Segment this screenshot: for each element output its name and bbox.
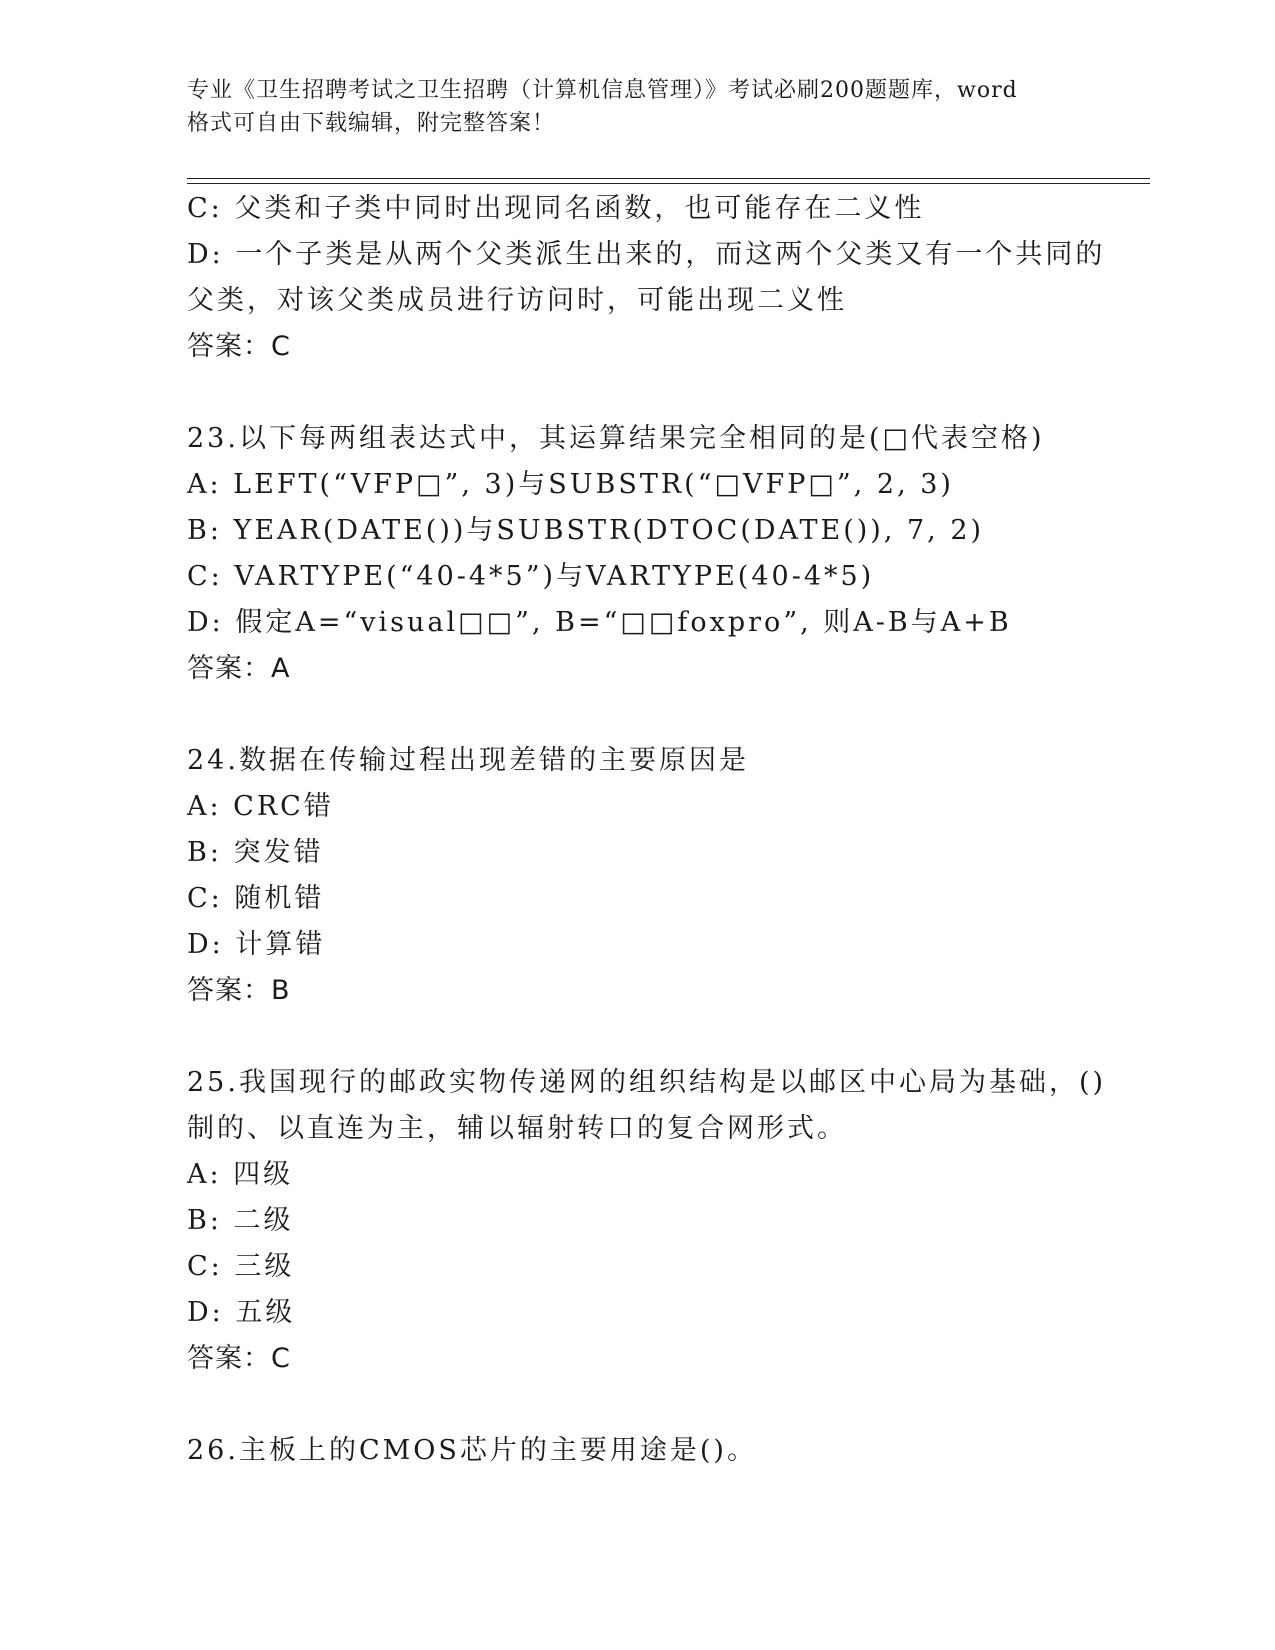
q23-stem: 23.以下每两组表达式中，其运算结果完全相同的是(□代表空格)	[187, 423, 1045, 454]
q25-option-b: B: 二级	[187, 1205, 294, 1236]
spacer	[187, 1014, 1087, 1060]
q25-option-a: A: 四级	[187, 1159, 294, 1190]
q25-option-d: D: 五级	[187, 1297, 296, 1328]
q25-option-c: C: 三级	[187, 1251, 295, 1282]
header-divider-bottom	[187, 183, 1150, 184]
q25-stem-line-1: 25.我国现行的邮政实物传递网的组织结构是以邮区中心局为基础，()	[187, 1067, 1107, 1098]
q22-option-c: C: 父类和子类中同时出现同名函数，也可能存在二义性	[187, 193, 925, 224]
spacer	[187, 1382, 1087, 1428]
q22-answer: 答案：C	[187, 331, 291, 362]
question-body	[187, 186, 1107, 1474]
document-header	[187, 74, 1087, 140]
header-line-1: 专业《卫生招聘考试之卫生招聘（计算机信息管理）》考试必刷200题题库，word	[187, 78, 1018, 103]
q23-option-a: A: LEFT(“VFP□”, 3)与SUBSTR(“□VFP□”, 2, 3)	[187, 469, 954, 500]
q23-option-d: D: 假定A=“visual□□”, B=“□□foxpro”, 则A-B与A+B	[187, 607, 1012, 638]
q25-answer: 答案：C	[187, 1343, 291, 1374]
header-line-2: 格式可自由下载编辑，附完整答案！	[187, 111, 556, 136]
header-divider-top	[187, 178, 1150, 179]
q25-stem-line-2: 制的、以直连为主，辅以辐射转口的复合网形式。	[187, 1113, 847, 1144]
spacer	[187, 692, 1087, 738]
q24-answer: 答案：B	[187, 975, 291, 1006]
q26-stem: 26.主板上的CMOS芯片的主要用途是()。	[187, 1435, 757, 1466]
q24-stem: 24.数据在传输过程出现差错的主要原因是	[187, 745, 749, 776]
q23-option-c: C: VARTYPE(“40-4*5”)与VARTYPE(40-4*5)	[187, 561, 875, 592]
q24-option-a: A: CRC错	[187, 791, 334, 822]
q23-answer: 答案：A	[187, 653, 291, 684]
q22-option-d-line-2: 父类，对该父类成员进行访问时，可能出现二义性	[187, 285, 847, 316]
q24-option-b: B: 突发错	[187, 837, 324, 868]
q23-option-b: B: YEAR(DATE())与SUBSTR(DTOC(DATE()), 7, 2)	[187, 515, 985, 546]
q22-option-d-line-1: D: 一个子类是从两个父类派生出来的，而这两个父类又有一个共同的	[187, 239, 1106, 270]
q24-option-d: D: 计算错	[187, 929, 326, 960]
spacer	[187, 370, 1087, 416]
q24-option-c: C: 随机错	[187, 883, 325, 914]
